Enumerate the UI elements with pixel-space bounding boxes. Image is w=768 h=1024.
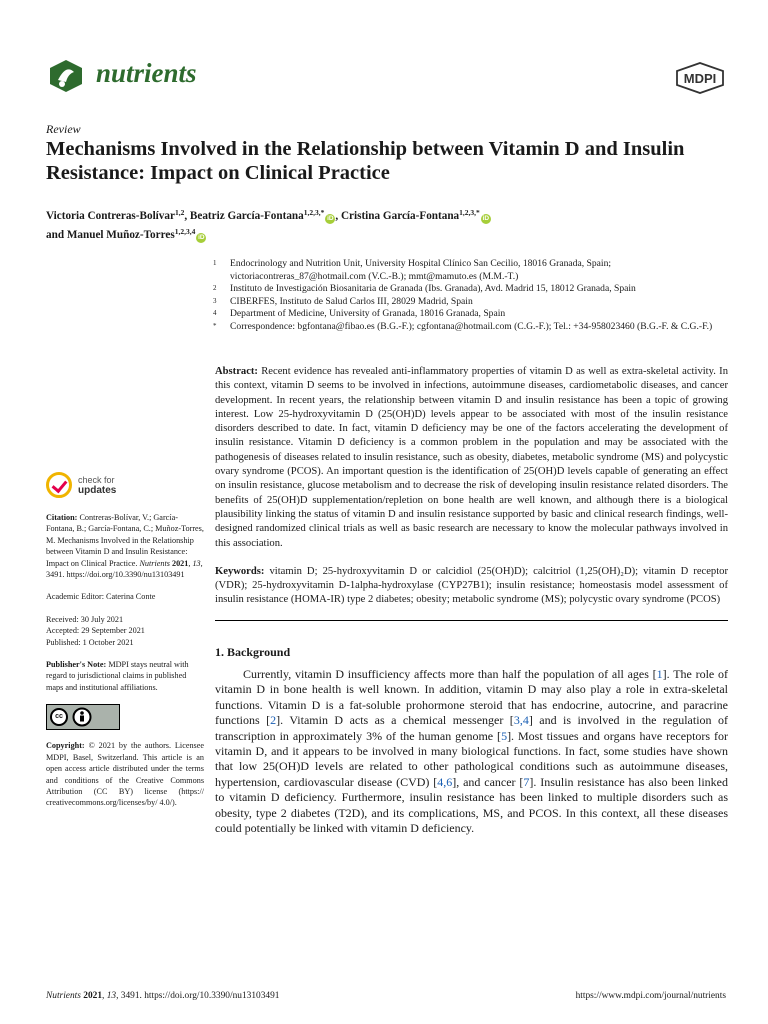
orcid-icon[interactable]: iD bbox=[198, 234, 205, 241]
cc-by-license-badge[interactable] bbox=[46, 704, 120, 730]
affiliation-number: * bbox=[213, 321, 217, 330]
body-text-segment: Currently, vitamin D insufficiency affects more than half the population of all ages [ bbox=[243, 667, 657, 682]
section-heading: 1. Background bbox=[215, 644, 291, 659]
reference-link[interactable]: 5 bbox=[501, 728, 508, 743]
body-text-segment: ], and cancer [ bbox=[452, 774, 524, 789]
citation-volume: 13 bbox=[192, 558, 201, 568]
body-text-segment: ]. The role of vitamin D in bone health is well known. In addition, vitamin D may also play a role in extra-skeletal functions. Vitamin D is a fat-soluble prohormone steroid that has endocrine, autocrine, and paracrine functions [ bbox=[215, 667, 728, 728]
orcid-icon[interactable]: iD bbox=[327, 215, 334, 222]
author-list: Victoria Contreras-Bolívar$^{1,2}$, Beatriz García-Fontana$^{1,2,3,*}$iD , Cristina García-Fontana$^{1,2,3,*}$iD and Manuel Muñoz-Torres$^{1,2,3,4}$iD bbox=[46, 208, 490, 241]
reference-link[interactable]: 7 bbox=[523, 774, 530, 789]
accepted-date: Accepted: 29 September 2021 bbox=[46, 626, 145, 636]
affiliation-text: CIBERFES, Instituto de Salud Carlos III, 28029 Madrid, Spain bbox=[230, 295, 473, 307]
footer-journal: Nutrients bbox=[46, 991, 81, 1001]
affiliation-item bbox=[213, 321, 728, 334]
main-column bbox=[215, 365, 728, 837]
journal-header bbox=[46, 58, 726, 98]
mdpi-logo-icon bbox=[674, 62, 726, 94]
publisher-note-label: Publisher's Note: bbox=[46, 660, 107, 670]
dates-block bbox=[46, 614, 204, 648]
checkmark-icon bbox=[46, 472, 72, 498]
abstract-label: Abstract: bbox=[215, 366, 258, 377]
orcid-icon[interactable]: iD bbox=[482, 215, 490, 222]
author-conjunction: and bbox=[46, 229, 65, 241]
footer-citation: Nutrients 2021, 13, 3491. https://doi.org/10.3390/nu13103491 bbox=[46, 991, 280, 1001]
check-for-updates-button[interactable] bbox=[46, 470, 204, 500]
body-text-segment: ]. Vitamin D acts as a chemical messenger [ bbox=[276, 713, 514, 728]
affiliation-item bbox=[213, 258, 728, 283]
author-affil-sup: 1,2,3,* bbox=[303, 208, 325, 217]
author-name: Cristina García-Fontana bbox=[340, 210, 460, 222]
affiliation-number: 1 bbox=[213, 259, 217, 267]
author-name: Victoria Contreras-Bolívar bbox=[46, 210, 175, 222]
footer-year: 2021 bbox=[83, 991, 102, 1001]
author-name: Beatriz García-Fontana bbox=[189, 210, 304, 222]
copyright-block bbox=[46, 740, 204, 808]
author-affil-sup: 1,2,3,* bbox=[459, 208, 480, 217]
reference-link[interactable]: 2 bbox=[270, 713, 277, 728]
abstract bbox=[215, 365, 728, 551]
keywords bbox=[215, 565, 728, 608]
affiliation-number: 3 bbox=[213, 296, 217, 305]
academic-editor: Academic Editor: Caterina Conte bbox=[46, 592, 156, 602]
affiliation-item bbox=[213, 283, 728, 296]
section-divider bbox=[215, 620, 728, 621]
citation-label: Citation: bbox=[46, 513, 78, 522]
author-name: Manuel Muñoz-Torres bbox=[66, 229, 175, 241]
footer-journal-url[interactable]: https://www.mdpi.com/journal/nutrients bbox=[575, 991, 726, 1001]
reference-link[interactable]: 1 bbox=[656, 667, 663, 682]
author-affil-sup: 1,2,3,4 bbox=[174, 227, 196, 236]
abstract-text: Recent evidence has revealed anti-inflammatory properties of vitamin D as well as extra-skeletal activity. In this context, vitamin D seems to be involved in infections, autoimmune diseases, cardiometabolic diseases, and cancer development. In recent years, the relationship between vitamin D and insulin resistance has been a topic of growing interest. Low 25-hydroxyvitamin D (25(OH)D) levels appear to be associated with most of the insulin resistance disorders described to date. In fact, vitamin D deficiency may be one of the factors accelerating the development of insulin resistance. Vitamin D deficiency is a common problem in the population and may be associated with the pathogenesis of diseases related to insulin resistance, such as obesity, diabetes, metabolic syndrome (MS) and polycystic ovary syndrome (PCOS). An important question is the identification of 25(OH)D levels capable of generating an effect on insulin resistance, glucose metabolism and to decrease the risk of developing insulin resistance related disorders. The benefits of 25(OH)D supplementation/repletion on bone health are well known, and although there is a biological plausibility linking the status of vitamin D and insulin resistance supported by basic and clinical research findings, well-designed randomized clinical trials as well as basic research are necessary to know the molecular pathways involved in this association. bbox=[215, 366, 728, 549]
citation-doi[interactable]: , 3491. https://doi.org/10.3390/nu13103491 bbox=[46, 558, 203, 580]
check-line-1: check for bbox=[78, 474, 115, 485]
affiliation-text: Instituto de Investigación Biosanitaria de Granada (Ibs. Granada), Avd. Madrid 15, 18012 Granada, Spain bbox=[230, 283, 636, 295]
published-date: Published: 1 October 2021 bbox=[46, 637, 134, 647]
section-body-paragraph bbox=[215, 667, 728, 836]
citation-block: Citation: Contreras-Bolívar, V.; García-Fontana, B.; García-Fontana, C.; Muñoz-Torres, M. Mechanisms Involved in the Relationship between Vitamin D and Insulin Resistance: Impact on Clinical Practice. Nutrients 2021, 13, 3491. https://doi.org/10.3390/nu13103491 bbox=[46, 513, 204, 580]
affiliation-item bbox=[213, 308, 728, 321]
reference-link[interactable]: 3,4 bbox=[513, 713, 529, 728]
article-sidebar bbox=[46, 470, 204, 809]
footer-doi[interactable]: , 3491. https://doi.org/10.3390/nu13103491 bbox=[116, 991, 280, 1001]
reference-link[interactable]: 4,6 bbox=[437, 774, 453, 789]
received-date: Received: 30 July 2021 bbox=[46, 614, 124, 624]
body-text-segment: ] and is involved in the regulation of transcription in approximately 3% of the human genome [ bbox=[215, 713, 729, 743]
affiliation-text: Endocrinology and Nutrition Unit, University Hospital Clínico San Cecilio, 18016 Granada, Spain; victoriacontreras_87@hotmail.com (V.C.-B.); mmt@mamuto.es (M.M.-T.) bbox=[230, 258, 612, 282]
publisher-note bbox=[46, 659, 204, 693]
citation-text: Contreras-Bolívar, V.; García-Fontana, B.; García-Fontana, C.; Muñoz-Torres, M. Mechanisms Involved in the Relationship between Vitamin D and Insulin Resistance: Impact on Clinical Practice. bbox=[46, 513, 204, 568]
check-for-updates-label bbox=[78, 475, 116, 496]
affiliations bbox=[213, 258, 728, 334]
author-affil-sup: 1,2 bbox=[174, 208, 185, 217]
body-text-segment: ]. Most tissues and organs have receptors for vitamin D, and it appears to be involved in many biological functions. In fact, some studies have shown that low 25(OH)D levels are related to other pathological conditions such as autoimmune diseases, hypertension, cardiovascular disease (CVD) [ bbox=[215, 728, 728, 789]
footer-volume: 13 bbox=[106, 991, 117, 1001]
body-text-segment: ]. Insulin resistance has also been linked to vitamin D deficiency. Furthermore, insulin resistance has been linked to multiple disorders such as obesity, type 2 diabetes (T2D), and its complications, MS, and PCOS. In this context, all these diseases could potentially be linked with vitamin D deficiency. bbox=[215, 774, 728, 836]
citation-journal: Nutrients bbox=[139, 558, 170, 568]
copyright-text: © 2021 by the authors. Licensee MDPI, Basel, Switzerland. This article is an open access article distributed under the terms and conditions of the Creative Commons Attribution (CC BY) license (https:// creativecommons.org/licenses/by/ 4.0/). bbox=[46, 741, 205, 808]
cc-icon: cc bbox=[50, 708, 68, 726]
journal-name: nutrients bbox=[96, 58, 197, 88]
article-type: Review bbox=[46, 122, 81, 136]
affiliation-text: Department of Medicine, University of Granada, 18016 Granada, Spain bbox=[230, 308, 506, 320]
nutrients-logo-icon bbox=[46, 58, 86, 94]
check-line-2: updates bbox=[78, 484, 117, 496]
keywords-label: Keywords: bbox=[215, 565, 265, 577]
copyright-label: Copyright: bbox=[46, 741, 85, 751]
affiliation-number: 2 bbox=[213, 284, 217, 293]
publisher-note-text: MDPI stays neutral with regard to jurisdictional claims in published maps and institutional affiliations. bbox=[46, 660, 189, 692]
article-title: Mechanisms Involved in the Relationship between Vitamin D and Insulin Resistance: Impact on Clinical Practice bbox=[46, 138, 685, 184]
keywords-text: vitamin D; 25-hydroxyvitamin D or calcidiol (25(OH)D); calcitriol (1,25(OH)₂D); vitamin D receptor (VDR); 25-hydroxyvitamin D-1alpha-hydroxylase (CYP27B1); insulin resistance; homeostasis model assessment of insulin resistance (HOMA-IR) type 2 diabetes; obesity; metabolic syndrome (MS); polycystic ovary syndrome (PCOS) bbox=[215, 565, 728, 606]
attribution-person-icon bbox=[72, 707, 92, 727]
affiliation-number: 4 bbox=[213, 309, 217, 318]
correspondence-text: Correspondence: bgfontana@fibao.es (B.G.-F.); cgfontana@hotmail.com (C.G.-F.); Tel.: +34-958023460 (B.G.-F. & C.G.-F.) bbox=[230, 320, 713, 332]
citation-year: 2021 bbox=[171, 558, 189, 568]
mdpi-logo-text: MDPI bbox=[683, 71, 717, 86]
affiliation-item bbox=[213, 296, 728, 309]
